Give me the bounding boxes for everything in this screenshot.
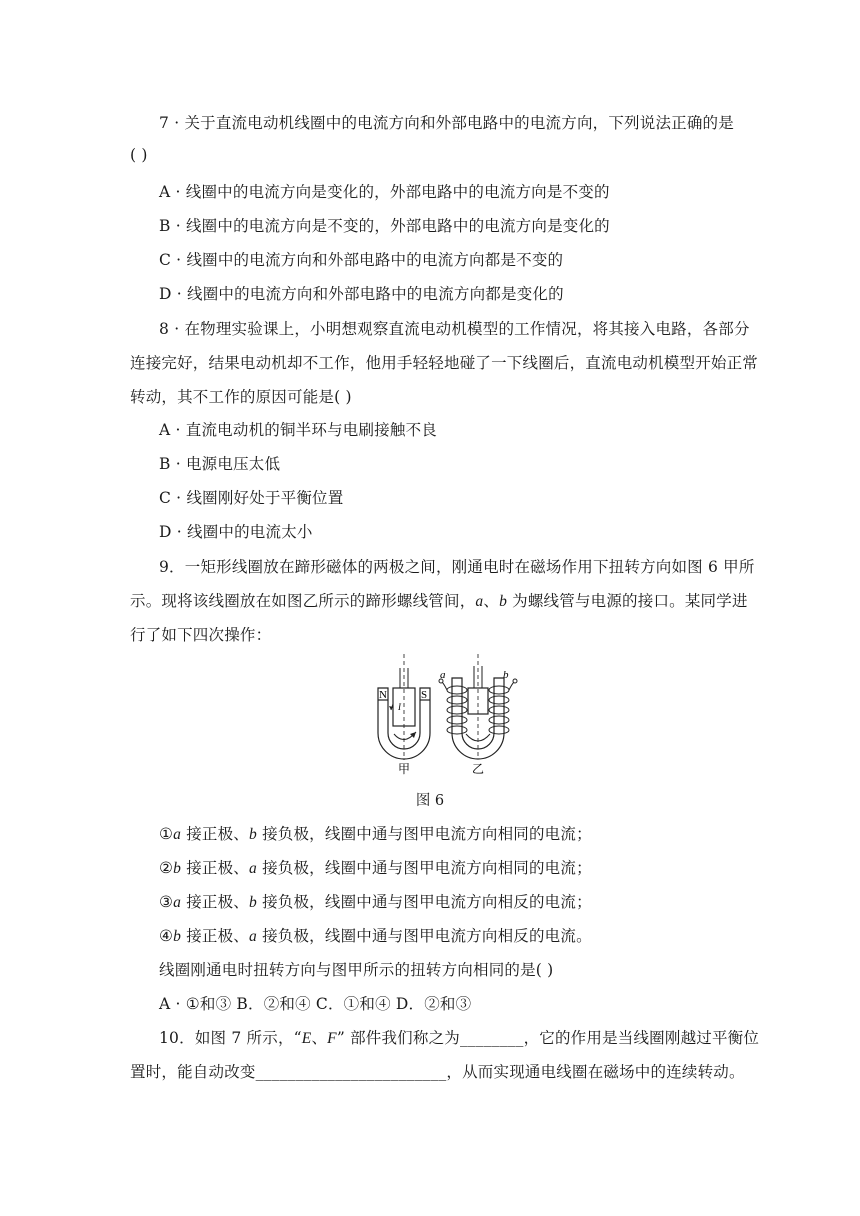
q8-option-c: C · 线圈刚好处于平衡位置 <box>159 489 344 507</box>
terminal-b-label: b <box>503 669 509 681</box>
q10-line1: 10．如图 7 所示，“E、F” 部件我们称之为________，它的作用是当线圈刚越过平衡位 <box>159 1029 760 1047</box>
figure-6-caption: 图 6 <box>415 793 445 809</box>
q9-operation-1: ①a 接正极、b 接负极，线圈中通与图甲电流方向相同的电流； <box>159 825 592 843</box>
q7-option-b: B · 线圈中的电流方向是不变的，外部电路中的电流方向是变化的 <box>159 217 610 235</box>
q9-question: 线圈刚通电时扭转方向与图甲所示的扭转方向相同的是( ) <box>159 961 554 979</box>
q7-option-a: A · 线圈中的电流方向是变化的，外部电路中的电流方向是不变的 <box>159 183 610 201</box>
q7-stem-line1: 7 · 关于直流电动机线圈中的电流方向和外部电路中的电流方向，下列说法正确的是 <box>159 114 734 132</box>
q10-line2: 置时，能自动改变________________________，从而实现通电线圈在磁场中的连续转动。 <box>130 1063 745 1081</box>
figure-label-yi: 乙 <box>472 762 485 776</box>
q8-option-d: D · 线圈中的电流太小 <box>159 523 313 541</box>
q9-stem-line3: 行了如下四次操作： <box>130 626 272 644</box>
q7-option-d: D · 线圈中的电流方向和外部电路中的电流方向都是变化的 <box>159 285 564 303</box>
figure-label-jia: 甲 <box>398 762 411 776</box>
q7-option-c: C · 线圈中的电流方向和外部电路中的电流方向都是不变的 <box>159 251 564 269</box>
pole-s-label: S <box>421 689 428 701</box>
q8-stem-line3: 转动，其不工作的原因可能是( ) <box>130 388 352 406</box>
terminal-b <box>513 679 517 683</box>
q9-operation-3: ③a 接正极、b 接负极，线圈中通与图甲电流方向相反的电流； <box>159 893 592 911</box>
figure-6-diagram <box>360 648 525 778</box>
q8-stem-line2: 连接完好，结果电动机却不工作，他用手轻轻地碰了一下线圈后，直流电动机模型开始正常 <box>130 354 759 372</box>
pole-n-label: N <box>379 689 387 701</box>
q9-stem-line2: 示。现将该线圈放在如图乙所示的蹄形螺线管间，a、b 为螺线管与电源的接口。某同学进 <box>130 592 748 610</box>
q8-option-a: A · 直流电动机的铜半环与电刷接触不良 <box>159 421 437 439</box>
q7-answer-bracket: ( ) <box>130 146 148 164</box>
q8-stem-line1: 8 · 在物理实验课上，小明想观察直流电动机模型的工作情况，将其接入电路，各部分 <box>159 320 750 338</box>
terminal-a-label: a <box>440 669 446 681</box>
q9-choices: A · ①和③ B．②和④ C．①和④ D．②和③ <box>159 995 472 1013</box>
q9-operation-4: ④b 接正极、a 接负极，线圈中通与图甲电流方向相反的电流。 <box>159 927 592 945</box>
q9-operation-2: ②b 接正极、a 接负极，线圈中通与图甲电流方向相同的电流； <box>159 859 592 877</box>
q8-option-b: B · 电源电压太低 <box>159 455 281 473</box>
q9-stem-line1: 9．一矩形线圈放在蹄形磁体的两极之间，刚通电时在磁场作用下扭转方向如图 6 甲所 <box>159 558 755 576</box>
current-i-label: I <box>398 702 401 712</box>
